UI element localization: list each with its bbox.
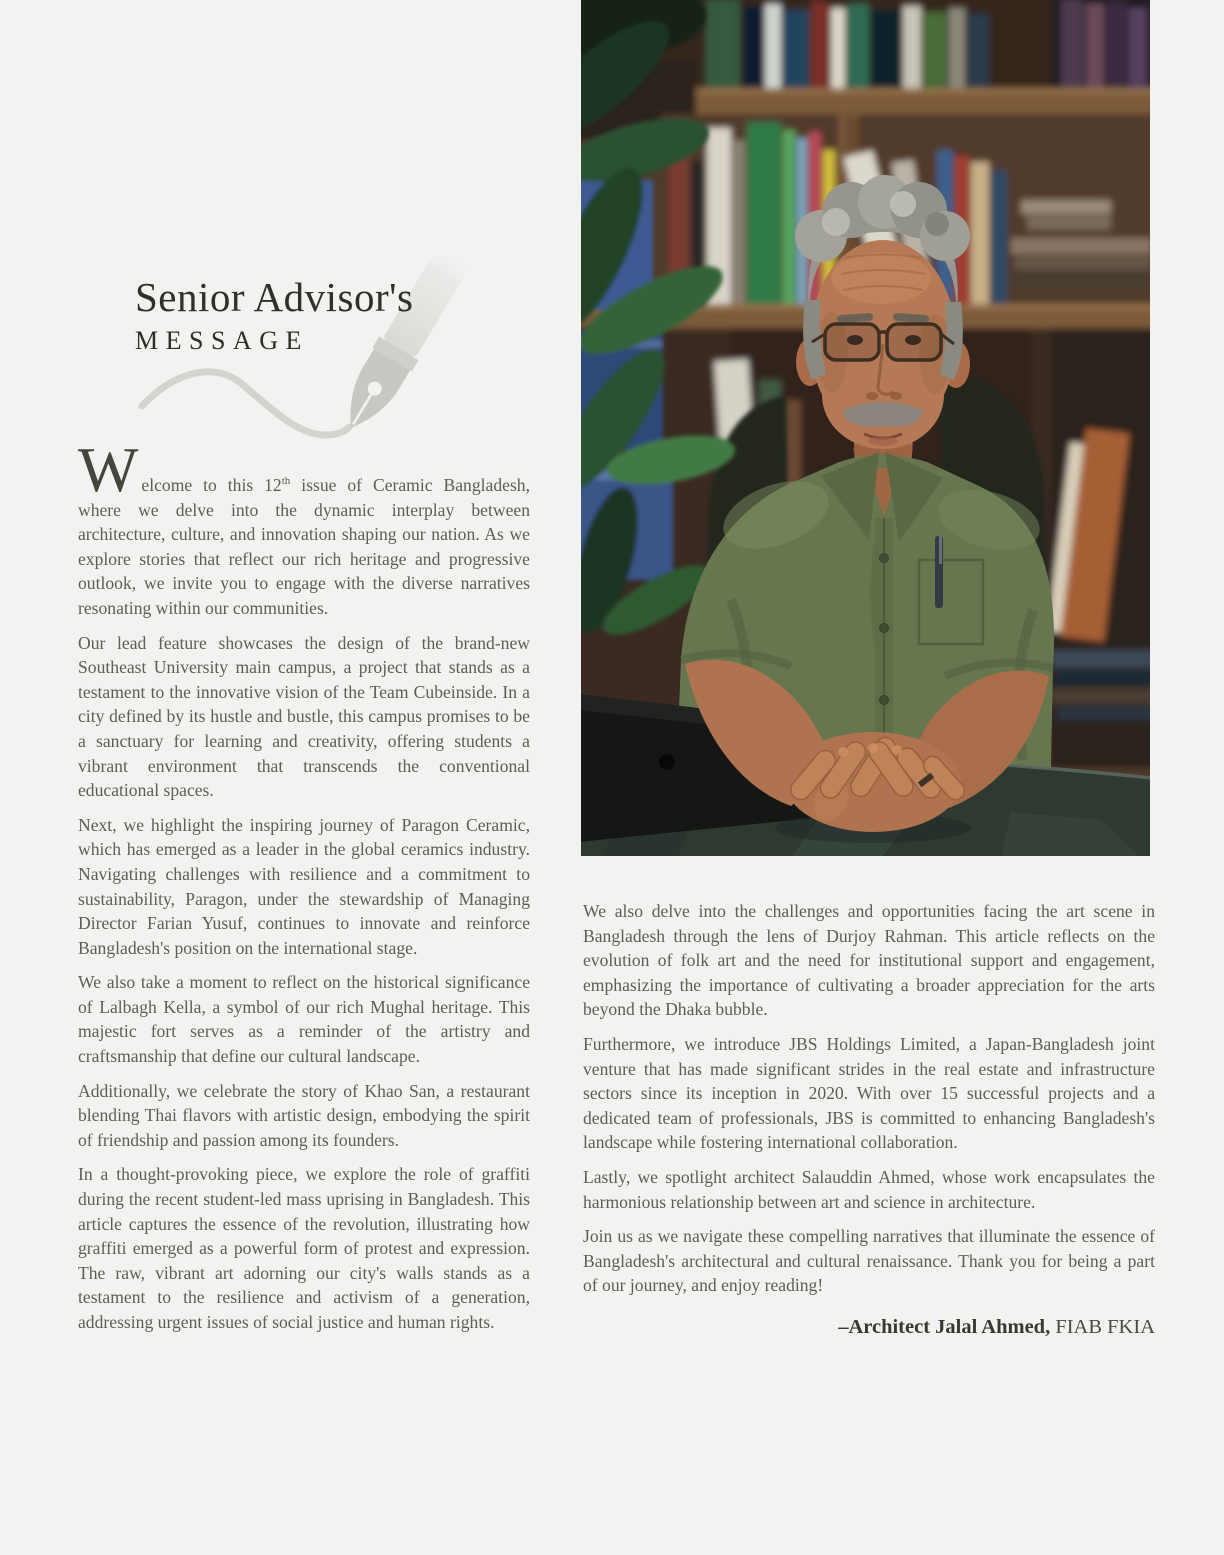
body-paragraph: We also take a moment to reflect on the historical significance of Lalbagh Kella, a symbol of our rich Mughal heritage. This majestic fort serves as a reminder of the artistry and craftsmanship that define our cultural landscape. xyxy=(78,972,530,1067)
body-paragraph: Furthermore, we introduce JBS Holdings Limited, a Japan-Bangladesh joint venture that has made significant strides in the real estate and infrastructure sectors since its inception in 2020. With over 15 successful projects and a dedicated team of professionals, JBS is committed to enhancing Bangladesh's landscape while fostering international collaboration. xyxy=(583,1033,1155,1153)
signature-name: –Architect Jalal Ahmed, xyxy=(838,1315,1051,1338)
signature-line xyxy=(583,1316,1155,1339)
body-paragraph: Lastly, we spotlight architect Salauddin Ahmed, whose work encapsulates the harmonious relationship between art and science in architecture. xyxy=(583,1166,1155,1212)
paragraph-text: issue of Ceramic Bangladesh, where we delve into the dynamic interplay between architecture, culture, and innovation shaping our nation. As we explore stories that reflect our rich heritage and progressive outlook, we invite you to engage with the diverse narratives resonating within our communities. xyxy=(78,475,530,618)
shirt-pocket xyxy=(919,560,983,644)
signature-credentials: FIAB FKIA xyxy=(1050,1315,1155,1338)
body-paragraph xyxy=(78,434,530,621)
ordinal-superscript: th xyxy=(281,475,291,487)
portrait-photo xyxy=(581,0,1150,856)
article-heading xyxy=(135,276,413,356)
shirt-button xyxy=(880,696,889,705)
left-text-column xyxy=(78,434,530,1345)
drop-cap: W xyxy=(78,434,138,505)
body-paragraph: Join us as we navigate these compelling narratives that illuminate the essence of Bangladesh's architectural and cultural renaissance. Thank you for being a part of our journey, and enjoy reading! xyxy=(583,1226,1155,1296)
body-paragraph: We also delve into the challenges and opportunities facing the art scene in Bangladesh through the lens of Durjoy Rahman. This article reflects on the evolution of folk art and the need for institutional support and engagement, emphasizing the importance of cultivating a broader appreciation for the arts beyond the Dhaka bubble. xyxy=(583,901,1155,1020)
body-paragraph: Additionally, we celebrate the story of Khao San, a restaurant blending Thai flavors with artistic design, embodying the spirit of friendship and passion among its founders. xyxy=(78,1080,530,1150)
body-paragraph: Our lead feature showcases the design of the brand-new Southeast University main campus, a project that stands as a testament to the innovative vision of the Team Cubeinside. In a city defined by its hustle and bustle, this campus promises to be a sanctuary for learning and creativity, offering students a vibrant environment that transcends the conventional educational spaces. xyxy=(78,632,530,801)
shirt-button xyxy=(880,554,889,563)
eye xyxy=(847,335,863,345)
body-paragraph: In a thought-provoking piece, we explore the role of graffiti during the recent student-led mass uprising in Bangladesh. This article captures the essence of the revolution, illustrating how graffiti emerged as a powerful form of protest and expression. The raw, vibrant art adorning our city's walls stands as a testament to the resilience and activism of a generation, addressing urgent issues of social justice and human rights. xyxy=(78,1164,530,1332)
shirt-button xyxy=(880,624,889,633)
article-subtitle: MESSAGE xyxy=(135,326,309,356)
eye xyxy=(905,335,921,345)
paragraph-text: elcome to this 12 xyxy=(141,475,282,495)
article-title: Senior Advisor's xyxy=(135,274,414,320)
right-text-column xyxy=(583,899,1155,1339)
ink-flourish xyxy=(142,372,349,435)
body-paragraph: Next, we highlight the inspiring journey of Paragon Ceramic, which has emerged as a leader in the global ceramics industry. Navigating challenges with resilience and a commitment to sustainability, Paragon, under the stewardship of Managing Director Farian Yusuf, continues to innovate and reinforce Bangladesh's position on the international stage. xyxy=(78,814,530,958)
